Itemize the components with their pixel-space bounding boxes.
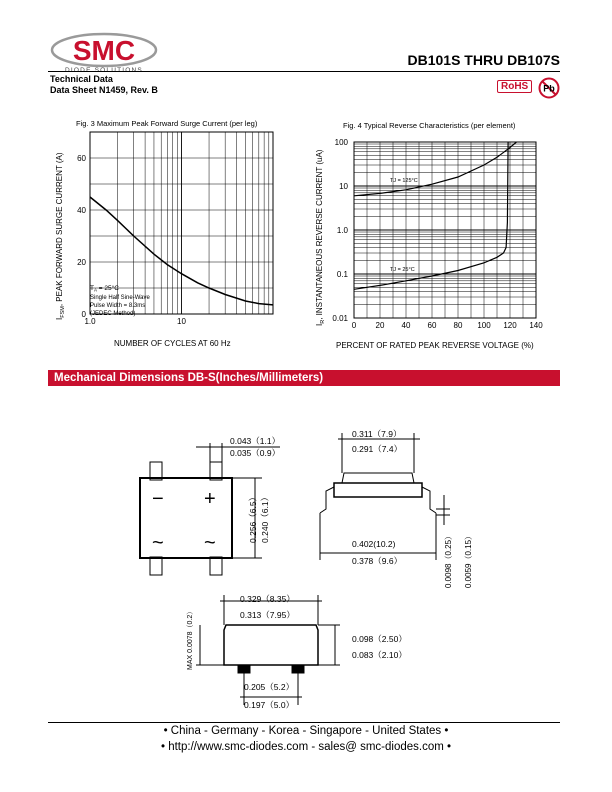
package-side-top xyxy=(342,473,414,483)
lead-bottom-left xyxy=(150,557,162,575)
doc-id: Data Sheet N1459, Rev. B xyxy=(50,85,158,95)
logo-graphic xyxy=(48,30,160,74)
fig3-ytick: 20 xyxy=(77,258,86,267)
dim-0205: 0.205（5.2） xyxy=(244,682,295,692)
fig4-xtick: 40 xyxy=(401,321,411,330)
dim-max: MAX 0.0078（0.2） xyxy=(187,607,194,670)
fig4-xtick: 100 xyxy=(477,321,491,330)
fig4-label-25c: TJ = 25°C xyxy=(390,267,415,273)
fig4-chart xyxy=(308,112,560,355)
dim-0083: 0.083（2.10） xyxy=(352,650,407,660)
fig4-xtick: 140 xyxy=(529,321,543,330)
fig3-ytick: 40 xyxy=(77,206,86,215)
package-front-view xyxy=(224,625,318,665)
dim-0329: 0.329（8.35） xyxy=(240,594,295,604)
section-title: Mechanical Dimensions DB-S(Inches/Millimeters) xyxy=(54,372,324,384)
dim-0043: 0.043（1.1） xyxy=(230,436,281,446)
doc-type: Technical Data xyxy=(50,74,113,84)
dim-0197: 0.197（5.0） xyxy=(244,700,295,710)
dim-00098: 0.0098（0.25） xyxy=(444,531,453,588)
fig3-note-2: Pulse Width = 8.3ms xyxy=(90,303,146,309)
page-title: DB101S THRU DB107S xyxy=(407,52,560,68)
dim-0256: 0.256（6.5） xyxy=(248,492,258,543)
lead-front-right xyxy=(292,665,304,673)
fig3-note-1: Single Half Sine-Wave xyxy=(90,295,150,301)
fig4-ytick: 100 xyxy=(334,138,348,147)
pb-text: Pb xyxy=(543,83,555,94)
dim-0098: 0.098（2.50） xyxy=(352,634,407,644)
footer-rule xyxy=(48,722,560,723)
fig4-grid xyxy=(354,142,536,318)
fig3-chart xyxy=(48,110,293,355)
fig4-ytick: 0.1 xyxy=(336,270,348,279)
dim-0240: 0.240（6.1） xyxy=(260,492,270,543)
pb-free-icon xyxy=(538,77,560,99)
fig3-note-3: (JEDEC Method) xyxy=(90,311,136,317)
dim-0402: 0.402(10.2) xyxy=(352,539,396,549)
minus-symbol: − xyxy=(152,488,164,510)
ac-symbol-right: ~ xyxy=(204,532,216,554)
mechanical-drawing xyxy=(152,425,500,715)
fig3-note-ta: $T_A = 25^\circ C$ xyxy=(90,285,119,293)
header-rule xyxy=(48,71,560,72)
fig4-ylabel: $I_R$, INSTANTANEOUS REVERSE CURRENT (uA) xyxy=(315,149,326,326)
fig4-ticks xyxy=(332,138,543,330)
fig4-xtick: 60 xyxy=(427,321,437,330)
fig4-xtick: 0 xyxy=(351,321,357,330)
fig4-curve-125c xyxy=(354,142,517,196)
fig3-xtick: 1.0 xyxy=(84,317,96,326)
company-logo xyxy=(48,30,160,74)
footer-contact: • http://www.smc-diodes.com - sales@ smc-diodes.com • xyxy=(160,741,452,753)
package-side-body xyxy=(334,483,422,497)
footer-countries: • China - Germany - Korea - Singapore - United States • xyxy=(163,725,449,737)
dim-0311: 0.311（7.9） xyxy=(352,429,402,439)
fig4-ytick: 10 xyxy=(339,182,348,191)
dim-0035: 0.035（0.9） xyxy=(230,448,281,458)
fig4-label-125c: TJ = 125°C xyxy=(390,178,418,184)
fig3-xlabel: NUMBER OF CYCLES AT 60 Hz xyxy=(114,339,231,348)
fig3-xtick: 10 xyxy=(177,317,186,326)
fig4-ytick: 1.0 xyxy=(336,226,348,235)
fig3-title: Fig. 3 Maximum Peak Forward Surge Current (per leg) xyxy=(76,119,258,128)
fig4-xlabel: PERCENT OF RATED PEAK REVERSE VOLTAGE (%) xyxy=(336,341,534,350)
dim-00059: 0.0059（0.15） xyxy=(464,531,473,588)
lead-bottom-right xyxy=(210,557,222,575)
ac-symbol-left: ~ xyxy=(152,532,164,554)
fig3-ylabel: $I_{FSM}$, PEAK FORWARD SURGE CURRENT (A) xyxy=(55,152,66,320)
dim-0291: 0.291（7.4） xyxy=(352,444,403,454)
section-title-bar xyxy=(48,370,560,386)
fig4-ytick: 0.01 xyxy=(332,314,348,323)
fig4-title: Fig. 4 Typical Reverse Characteristics (per element) xyxy=(343,121,516,130)
rohs-badge: RoHS xyxy=(497,80,532,93)
lead-front-left xyxy=(238,665,250,673)
logo-main-text: SMC xyxy=(72,35,136,66)
fig4-xtick: 80 xyxy=(453,321,463,330)
fig4-xtick: 120 xyxy=(503,321,517,330)
fig3-ytick: 60 xyxy=(77,154,86,163)
fig3-ytick: 0 xyxy=(81,310,86,319)
plus-symbol: + xyxy=(204,488,216,510)
dim-0378: 0.378（9.6） xyxy=(352,556,403,566)
dim-0313: 0.313（7.95） xyxy=(240,610,295,620)
fig4-xtick: 20 xyxy=(375,321,385,330)
